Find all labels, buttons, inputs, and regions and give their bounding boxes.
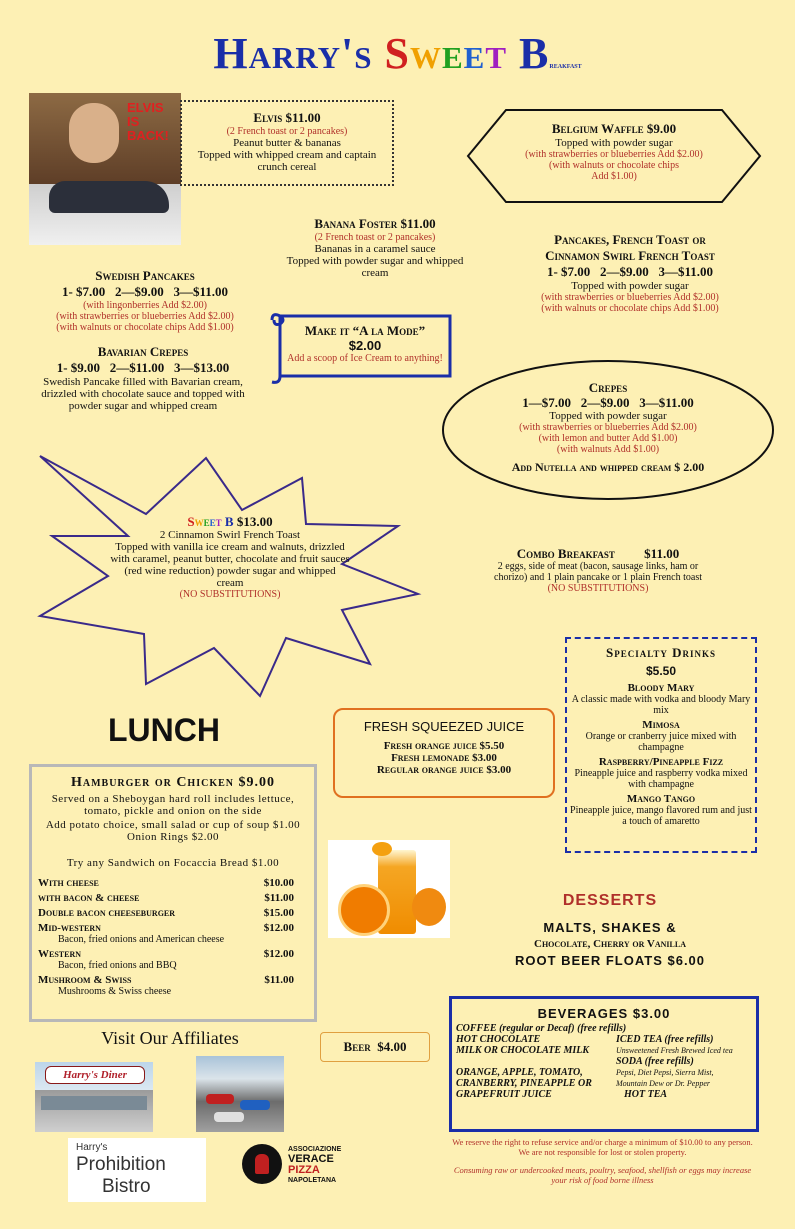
classic-cars-image[interactable] — [196, 1056, 284, 1132]
desserts — [490, 892, 730, 968]
bev-juices3: GRAPEFRUIT JUICE — [456, 1089, 552, 1100]
title-b: Breakfast — [519, 29, 582, 78]
elvis-line1: Peanut butter & bananas — [233, 137, 341, 149]
desserts-line2: Chocolate, Cherry or Vanilla — [534, 938, 686, 950]
specialty-item — [567, 793, 755, 827]
sweetb-note: (NO SUBSTITUTIONS) — [179, 589, 281, 600]
elvis-note: (2 French toast or 2 pancakes) — [226, 126, 348, 137]
burger-desc3: Onion Rings $2.00 — [127, 831, 219, 843]
beer-box: Beer $4.00 — [320, 1032, 430, 1062]
title-sweet — [385, 29, 520, 78]
specialty-price: $5.50 — [645, 664, 677, 678]
alamode-text — [280, 323, 450, 364]
page-title — [0, 28, 795, 79]
burger-item: Double bacon cheeseburger $15.00 — [38, 907, 294, 919]
elvis-box — [180, 100, 394, 186]
desserts-title: DESSERTS — [562, 892, 658, 909]
crepes-line1: Topped with powder sugar — [549, 410, 667, 422]
pancakes-add2: (with walnuts or chocolate chips Add $1.00) — [541, 303, 719, 314]
bev-milk: MILK OR CHOCOLATE MILK — [456, 1045, 590, 1056]
alamode-name: Make it “A la Mode” — [304, 323, 426, 338]
harrys-diner-image[interactable] — [35, 1062, 153, 1132]
juice-item: Fresh lemonade $3.00 — [391, 752, 497, 764]
bavarian-prices: 1- $9.00 2—$11.00 3—$13.00 — [56, 360, 230, 375]
juice-title: FRESH SQUEEZED JUICE — [363, 719, 525, 734]
specialty-item-desc: A classic made with vodka and bloody Mary mix — [571, 694, 751, 716]
bavarian-name: Bavarian Crepes — [97, 344, 189, 359]
beverages-title: BEVERAGES $3.00 — [537, 1006, 671, 1021]
crepes-prices: 1—$7.00 2—$9.00 3—$11.00 — [522, 395, 694, 410]
burger-box — [29, 764, 317, 1022]
burger-desc1: Served on a Sheboygan hard roll includes lettuce, tomato, pickle and onion on the side — [51, 793, 295, 817]
elvis-name: Elvis $11.00 — [253, 110, 321, 125]
combo-breakfast — [488, 546, 708, 594]
swedish-add3: (with walnuts or chocolate chips Add $1.00) — [56, 322, 234, 333]
burger-item: With cheese $10.00 — [38, 877, 294, 889]
bev-soda: SODA (free refills) — [616, 1056, 694, 1067]
title-sweet-letter: e — [463, 29, 486, 78]
bev-pepsi2: Mountain Dew or Dr. Pepper — [616, 1079, 710, 1088]
burger-item: Mid-western $12.00 — [38, 922, 294, 934]
bev-icedtea: ICED TEA (free refills) — [616, 1034, 714, 1045]
sweetb-line1: 2 Cinnamon Swirl French Toast — [159, 529, 301, 541]
belgium-add1: (with strawberries or blueberries Add $2.00) — [525, 149, 703, 160]
burger-item: with bacon & cheese $11.00 — [38, 892, 294, 904]
burger-item-sub: Mushrooms & Swiss cheese — [58, 986, 172, 997]
bev-juices2: CRANBERRY, PINEAPPLE OR — [456, 1078, 592, 1089]
crepes-add2: (with lemon and butter Add $1.00) — [538, 433, 678, 444]
banana-name: Banana Foster $11.00 — [314, 216, 436, 231]
title-sweet-letter: t — [485, 29, 508, 78]
belgium-name: Belgium Waffle $9.00 — [551, 121, 677, 136]
burger-desc2: Add potato choice, small salad or cup of soup $1.00 — [45, 819, 301, 831]
burger-item: Mushroom & Swiss $11.00 — [38, 974, 294, 986]
swedish-name: Swedish Pancakes — [95, 268, 195, 283]
pizza-emblem-icon — [242, 1144, 282, 1184]
combo-desc: 2 eggs, side of meat (bacon, sausage links, ham or chorizo) and 1 plain pancake or 1 plain French toast — [494, 561, 702, 583]
specialty-item — [567, 719, 755, 753]
pizza-line4: NAPOLETANA — [288, 1177, 337, 1184]
specialty-item-desc: Pineapple juice and raspberry vodka mixed with champagne — [574, 768, 748, 790]
specialty-item-desc: Pineapple juice, mango flavored rum and just a touch of amaretto — [570, 805, 752, 827]
pizza-line1: ASSOCIAZIONE — [288, 1146, 342, 1153]
specialty-item-name: Bloody Mary — [627, 682, 695, 694]
prohibition-bistro-logo[interactable] — [68, 1138, 206, 1202]
belgium-line1: Topped with powder sugar — [555, 137, 673, 149]
bev-hottea: HOT TEA — [624, 1089, 668, 1100]
juice-item: Fresh orange juice $5.50 — [383, 740, 505, 752]
lunch-heading: LUNCH — [108, 712, 220, 748]
title-sweet-letter: S — [384, 29, 410, 78]
sweetb-text — [110, 514, 350, 600]
title-sweet-letter: e — [441, 29, 464, 78]
burger-item: Western $12.00 — [38, 948, 294, 960]
banana-line1: Bananas in a caramel sauce — [314, 243, 436, 255]
swedish-pancakes — [40, 268, 250, 333]
bev-pepsi1: Pepsi, Diet Pepsi, Sierra Mist, — [616, 1068, 714, 1077]
alamode-price: $2.00 — [348, 338, 382, 353]
crepes-add1: (with strawberries or blueberries Add $2.00) — [519, 422, 697, 433]
burger-title: Hamburger or Chicken $9.00 — [70, 775, 275, 790]
pancakes-prices: 1- $7.00 2—$9.00 3—$11.00 — [546, 264, 714, 279]
desserts-line3: ROOT BEER FLOATS $6.00 — [514, 953, 706, 968]
prohibition-line1: Harry's — [76, 1142, 108, 1153]
burger-item-sub: Bacon, fried onions and American cheese — [58, 934, 225, 945]
pancakes-name2: Cinnamon Swirl French Toast — [545, 248, 715, 263]
sweetb-name: Sweet B $13.00 — [187, 514, 273, 529]
pancakes — [510, 232, 750, 314]
title-sweet-letter: w — [409, 29, 442, 78]
beverages-box — [449, 996, 759, 1132]
crepes-name: Crepes — [588, 380, 628, 395]
bev-juices1: ORANGE, APPLE, TOMATO, — [456, 1067, 583, 1078]
desserts-line1: MALTS, SHAKES & — [543, 920, 677, 935]
bavarian-crepes — [38, 344, 248, 412]
banana-line2: Topped with powder sugar and whipped cream — [286, 255, 464, 279]
affiliates-title: Visit Our Affiliates — [101, 1028, 239, 1048]
sweetb-desc: Topped with vanilla ice cream and walnuts, drizzled with caramel, peanut butter, chocolate and fruit sauces (red wine reduction) powder sugar and whipped cream — [110, 541, 350, 589]
belgium-add2: (with walnuts or chocolate chips — [549, 160, 679, 171]
juice-item: Regular orange juice $3.00 — [376, 764, 512, 776]
belgium-text — [480, 121, 748, 182]
footer-line2: Consuming raw or undercooked meats, poultry, seafood, shellfish or eggs may increase your risk of food borne illness — [453, 1165, 752, 1185]
specialty-title: Specialty Drinks — [605, 645, 717, 660]
prohibition-line2: Prohibition — [76, 1154, 166, 1175]
pancakes-name1: Pancakes, French Toast or — [554, 232, 706, 247]
banana-foster — [280, 216, 470, 279]
specialty-drinks-box — [565, 637, 757, 853]
pizza-line3: PIZZA — [288, 1164, 320, 1176]
pizza-line2: VERACE — [288, 1153, 334, 1165]
specialty-item-name: Raspberry/Pineapple Fizz — [598, 756, 724, 768]
pancakes-line1: Topped with powder sugar — [571, 280, 689, 292]
burger-focaccia: Try any Sandwich on Focaccia Bread $1.00 — [66, 857, 280, 869]
belgium-add3: Add $1.00) — [591, 171, 637, 182]
swedish-prices: 1- $7.00 2—$9.00 3—$11.00 — [61, 284, 229, 299]
elvis-photo-caption: ELVIS IS BACK! — [127, 100, 169, 143]
crepes-nutella: Add Nutella and whipped cream $ 2.00 — [511, 460, 705, 474]
specialty-item — [567, 682, 755, 716]
alamode-note: Add a scoop of Ice Cream to anything! — [287, 353, 443, 364]
specialty-item — [567, 756, 755, 790]
burger-item-sub: Bacon, fried onions and BBQ — [58, 960, 177, 971]
banana-note: (2 French toast or 2 pancakes) — [314, 232, 436, 243]
bev-unsweet: Unsweetened Fresh Brewed Iced tea — [616, 1046, 733, 1055]
specialty-item-name: Mimosa — [642, 719, 680, 731]
bavarian-desc: Swedish Pancake filled with Bavarian cream, drizzled with chocolate sauce and topped with powder sugar and whipped cream — [41, 376, 245, 412]
elvis-photo — [29, 93, 181, 245]
elvis-line2: Topped with whipped cream and captain crunch cereal — [197, 149, 377, 173]
bev-coffee: COFFEE (regular or Decaf) (free refills) — [456, 1023, 627, 1034]
combo-name: Combo Breakfast $11.00 — [516, 546, 680, 561]
prohibition-line3: Bistro — [102, 1176, 151, 1197]
juice-box — [333, 708, 555, 798]
title-harrys: Harry's — [213, 29, 373, 78]
pancakes-add1: (with strawberries or blueberries Add $2.00) — [541, 292, 719, 303]
swedish-add1: (with lingonberries Add $2.00) — [83, 300, 207, 311]
specialty-item-desc: Orange or cranberry juice mixed with champagne — [585, 731, 737, 753]
bev-hotchoc: HOT CHOCOLATE — [456, 1034, 541, 1045]
orange-juice-photo — [328, 840, 450, 938]
crepes-add3: (with walnuts Add $1.00) — [556, 444, 660, 455]
crepes-text — [478, 380, 738, 475]
footer-line1: We reserve the right to refuse service and/or charge a minimum of $10.00 to any person. We are not responsible for lost or stolen property. — [452, 1137, 753, 1157]
specialty-item-name: Mango Tango — [626, 793, 696, 805]
verace-pizza-logo[interactable] — [242, 1144, 342, 1190]
swedish-add2: (with strawberries or blueberries Add $2.00) — [56, 311, 234, 322]
harrys-diner-sign: Harry's Diner — [45, 1066, 145, 1084]
combo-note: (NO SUBSTITUTIONS) — [547, 583, 649, 594]
